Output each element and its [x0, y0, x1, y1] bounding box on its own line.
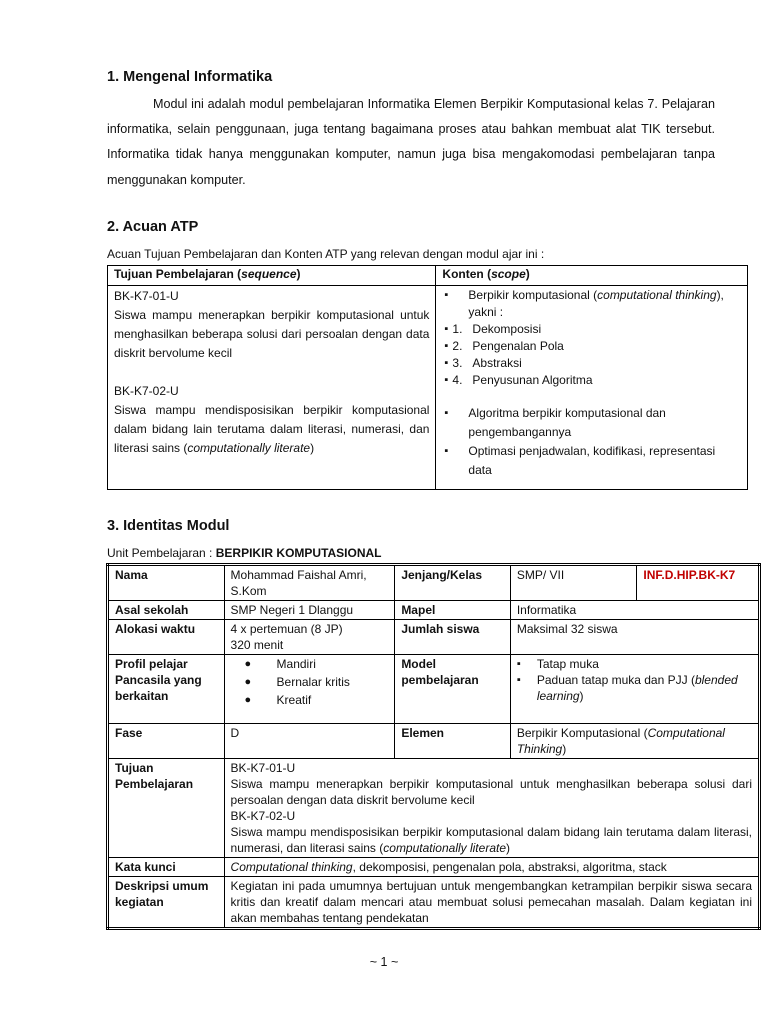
elemen-value: Berpikir Komputasional (Computational Thinking) — [510, 724, 759, 759]
jumlah-label: Jumlah siswa — [395, 620, 511, 655]
unit-pembelajaran: Unit Pembelajaran : BERPIKIR KOMPUTASIONAL — [107, 546, 382, 560]
konten-item-1: ▪ Berpikir komputasional (computational thinking), yakni : ▪ 1. Dekomposisi ▪ 2. Pengenalan Pola ▪ 3. Abstraksi ▪ 4. Penyusunan Algoritma — [442, 287, 741, 389]
row-profil — [108, 655, 760, 724]
jumlah-value: Maksimal 32 siswa — [510, 620, 759, 655]
kata-label: Kata kunci — [108, 858, 225, 877]
model-item-2: ▪ Paduan tatap muka dan PJJ (blended learning) — [517, 672, 752, 704]
atp-header-row — [108, 266, 748, 286]
atp-tujuan-cell — [108, 286, 436, 490]
jenjang-value: SMP/ VII — [510, 565, 637, 601]
alokasi-value: 4 x pertemuan (8 JP) 320 menit — [224, 620, 395, 655]
deskripsi-value: Kegiatan ini pada umumnya bertujuan untuk mengembangkan ketrampilan berpikir siswa secara kritis dan kreatif dalam mencari atau membuat solusi pemecahan masalah. Dalam kegiatan ini akan membahas tentang pendekatan — [224, 877, 759, 929]
model-label: Model pembelajaran — [395, 655, 511, 724]
fase-label: Fase — [108, 724, 225, 759]
alokasi-label: Alokasi waktu — [108, 620, 225, 655]
section-1-heading: 1. Mengenal Informatika — [107, 69, 273, 85]
row-kata-kunci — [108, 858, 760, 877]
nama-label: Nama — [108, 565, 225, 601]
asal-label: Asal sekolah — [108, 601, 225, 620]
sublist-item: ▪ 2. Pengenalan Pola — [442, 338, 741, 355]
tujuan-label: Tujuan Pembelajaran — [108, 759, 225, 858]
konten-item-3: ▪ Optimasi penjadwalan, kodifikasi, representasi data — [442, 442, 741, 480]
sublist-item: ▪ 1. Dekomposisi — [442, 321, 741, 338]
model-value — [510, 655, 759, 724]
tp2-code: BK-K7-02-U — [114, 384, 179, 398]
tp1-text: Siswa mampu menerapkan berpikir komputasional untuk menghasilkan beberapa solusi dari persoalan dengan data diskrit bervolume kecil — [114, 308, 430, 360]
row-tujuan — [108, 759, 760, 858]
identitas-table — [106, 563, 761, 930]
tujuan-value: BK-K7-01-U Siswa mampu menerapkan berpikir komputasional untuk menghasilkan beberapa solusi dari persoalan dengan data diskrit bervolume kecil BK-K7-02-U Siswa mampu mendisposisikan berpikir komputasional dalam bidang lain terutama dalam literasi, numerasi, dan literasi sains (computationally literate) — [224, 759, 759, 858]
atp-col-konten: Konten (scope) — [436, 266, 748, 286]
profil-item: ● Mandiri — [231, 656, 389, 673]
section-1-paragraph — [107, 92, 715, 193]
row-asal — [108, 601, 760, 620]
row-nama — [108, 565, 760, 601]
profil-list — [231, 656, 389, 709]
profil-value — [224, 655, 395, 724]
mapel-value: Informatika — [510, 601, 759, 620]
section-3-heading: 3. Identitas Modul — [107, 518, 230, 534]
tp1-code: BK-K7-01-U — [114, 289, 179, 303]
atp-intro: Acuan Tujuan Pembelajaran dan Konten ATP yang relevan dengan modul ajar ini : — [107, 247, 545, 261]
profil-item: ● Kreatif — [231, 692, 389, 709]
profil-item: ● Bernalar kritis — [231, 673, 389, 692]
row-deskripsi — [108, 877, 760, 929]
profil-label: Profil pelajar Pancasila yang berkaitan — [108, 655, 225, 724]
tp2-text: Siswa mampu mendisposisikan berpikir komputasional dalam bidang lain terutama dalam literasi, numerasi, dan literasi sains (computationally literate) — [114, 403, 430, 455]
jenjang-label: Jenjang/Kelas — [395, 565, 511, 601]
nama-value: Mohammad Faishal Amri, S.Kom — [224, 565, 395, 601]
section-1-text: Modul ini adalah modul pembelajaran Informatika Elemen Berpikir Komputasional kelas 7. Pelajaran informatika, selain penggunaan, juga tentang bagaimana proses atau bahkan membuat alat TIK tersebut. Informatika tidak hanya menggunakan komputer, namun juga bisa mengakomodasi pembelajaran tanpa menggunakan komputer. — [107, 97, 715, 187]
model-list — [517, 656, 752, 704]
sublist-item: ▪ 4. Penyusunan Algoritma — [442, 372, 741, 389]
deskripsi-label: Deskripsi umum kegiatan — [108, 877, 225, 929]
mapel-label: Mapel — [395, 601, 511, 620]
sublist-item: ▪ 3. Abstraksi — [442, 355, 741, 372]
module-code: INF.D.HIP.BK-K7 — [637, 565, 760, 601]
konten-item-2: ▪ Algoritma berpikir komputasional dan pengembangannya — [442, 404, 741, 442]
elemen-label: Elemen — [395, 724, 511, 759]
asal-value: SMP Negeri 1 Dlanggu — [224, 601, 395, 620]
section-2-heading: 2. Acuan ATP — [107, 219, 199, 235]
atp-col-tujuan: Tujuan Pembelajaran (sequence) — [108, 266, 436, 286]
atp-konten-cell — [436, 286, 748, 490]
row-fase — [108, 724, 760, 759]
konten-sublist — [442, 321, 741, 389]
page-number: ~ 1 ~ — [369, 955, 399, 969]
atp-table — [107, 265, 748, 490]
fase-value: D — [224, 724, 395, 759]
model-item-1: ▪ Tatap muka — [517, 656, 752, 672]
row-alokasi — [108, 620, 760, 655]
atp-body-row — [108, 286, 748, 490]
konten-list — [442, 287, 741, 480]
kata-value: Computational thinking, dekomposisi, pengenalan pola, abstraksi, algoritma, stack — [224, 858, 759, 877]
